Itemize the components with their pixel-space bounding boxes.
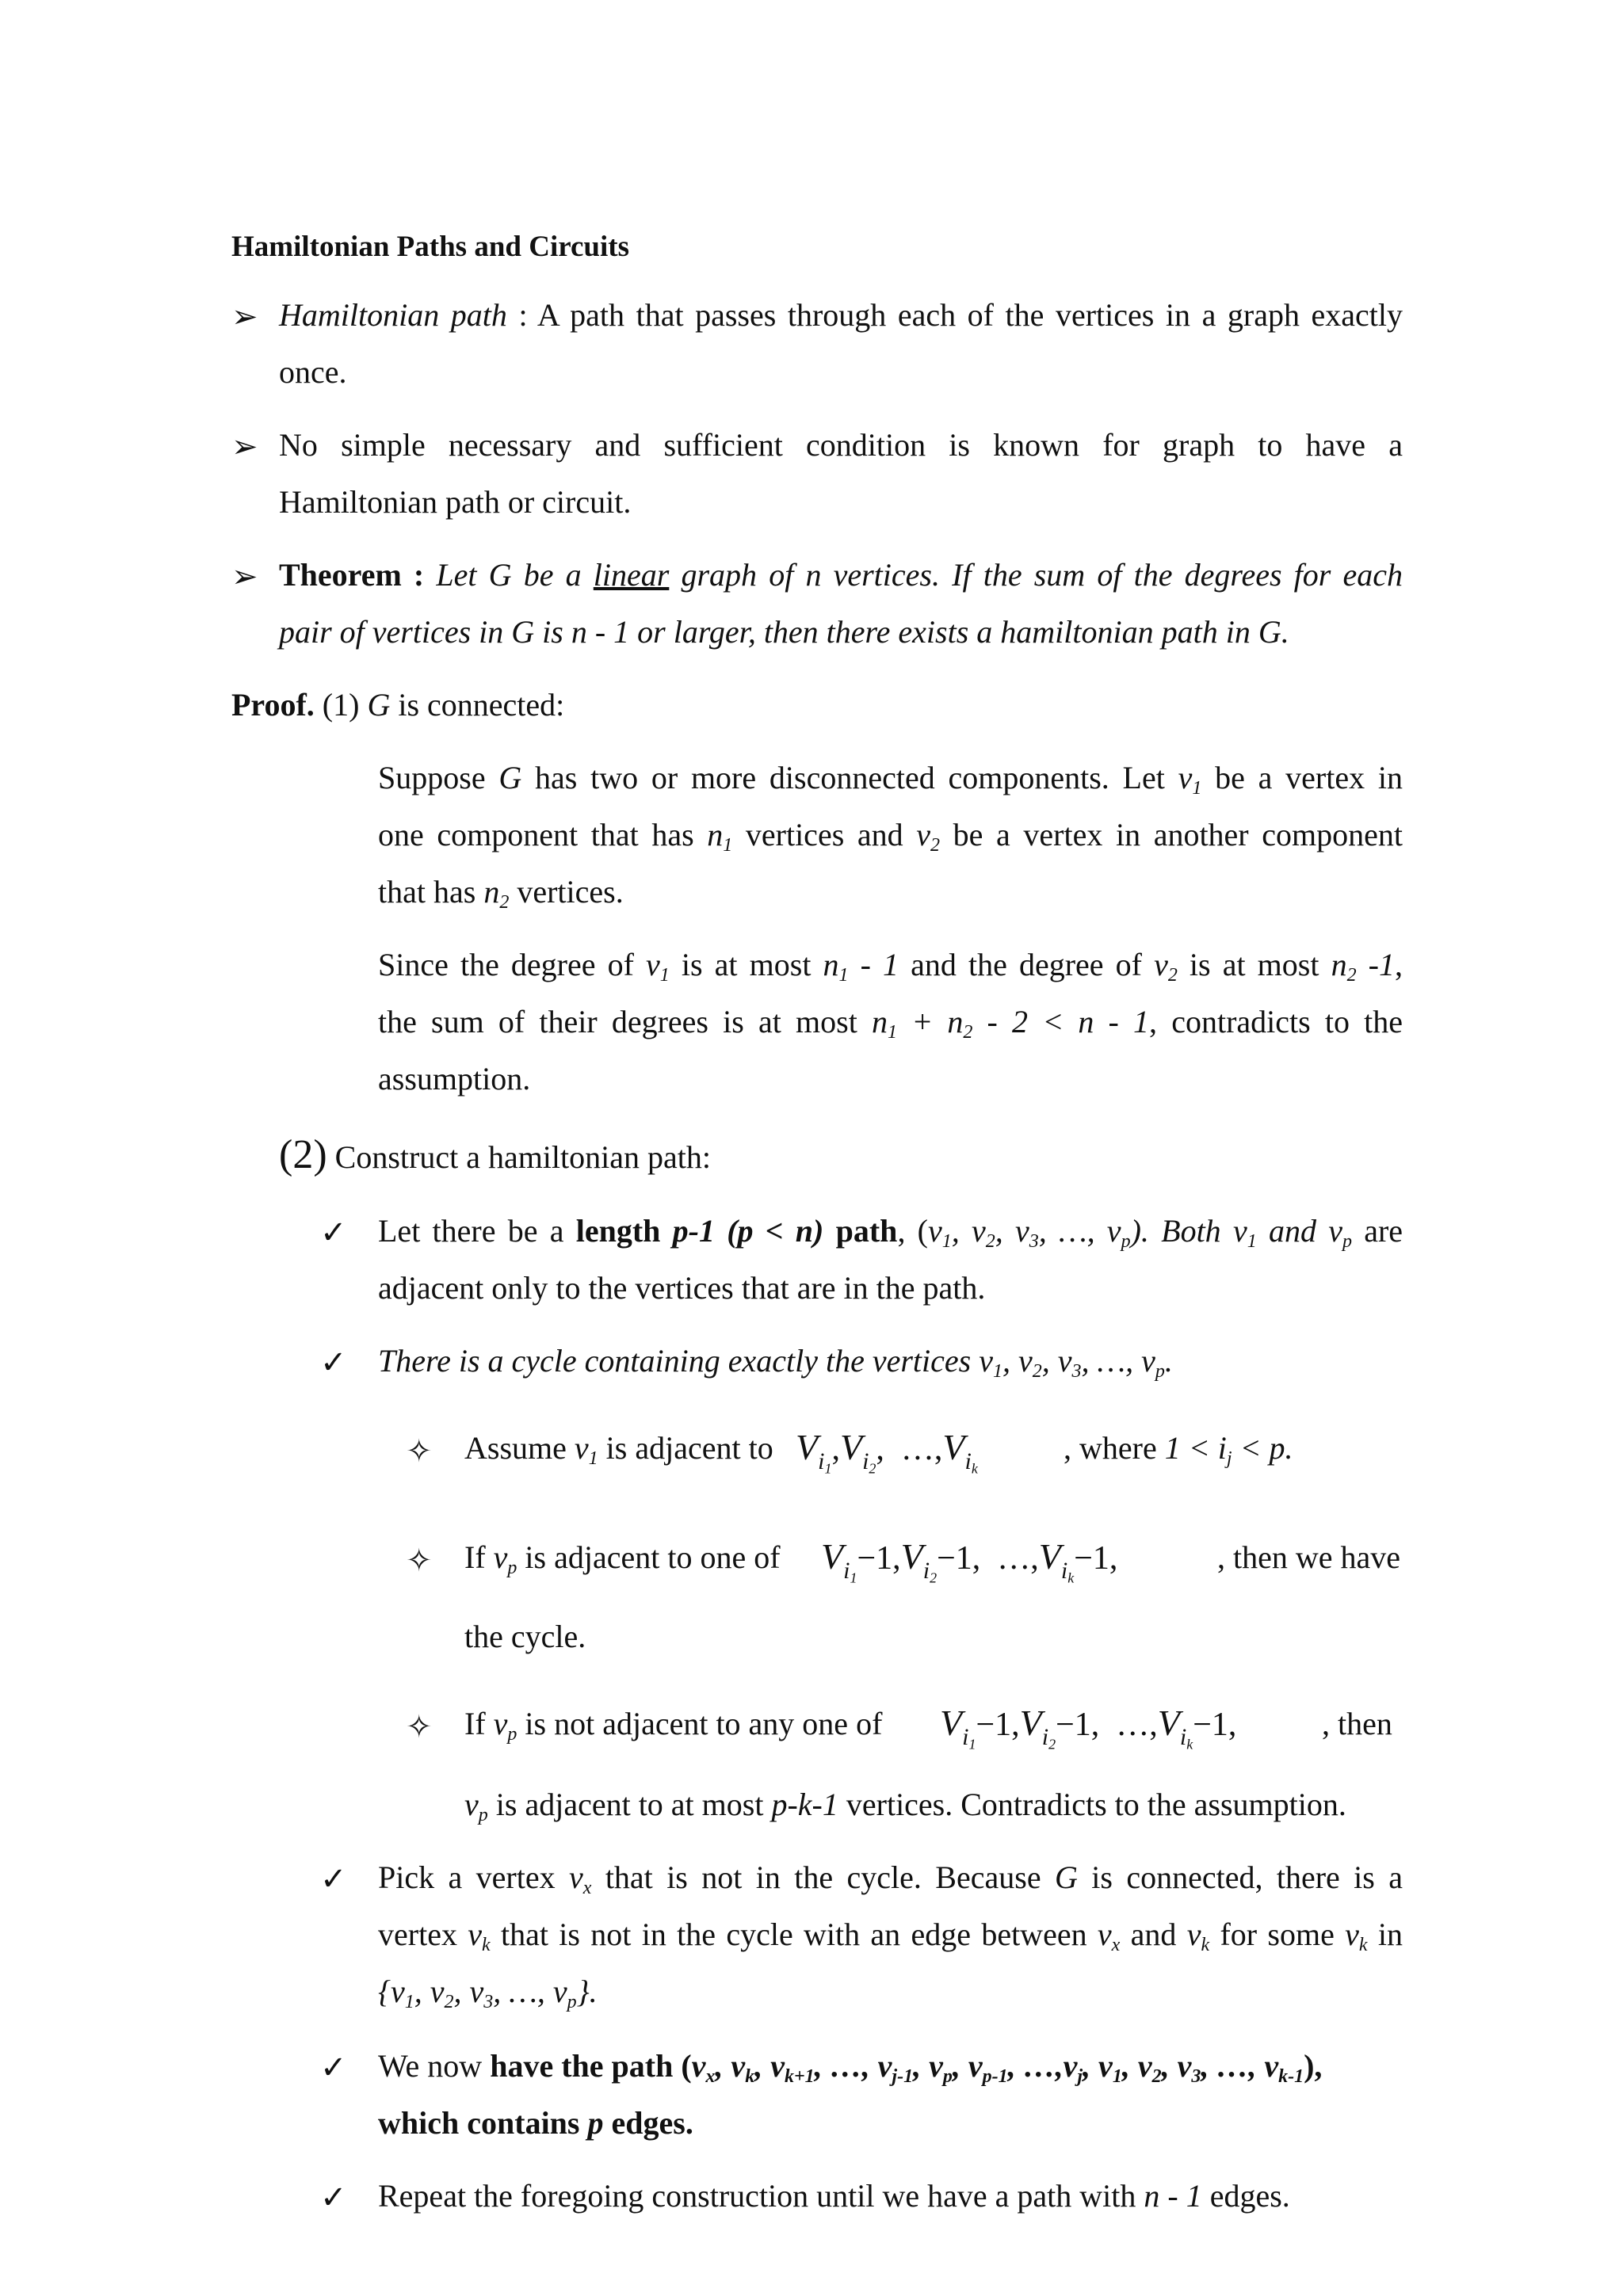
- check-icon: ✓: [320, 2180, 347, 2215]
- bullet-hamiltonian-path-line2: once.: [279, 354, 347, 390]
- check3-line2: vertex $v_k$ that is not in the cycle with an edge between $v_x$ and $v_k$ for some $v_k$ in: [378, 1917, 1403, 1956]
- arrow-bullet-icon: ➢: [231, 559, 258, 594]
- para1-line2: one component that has $n_1$ vertices and $v_2$ be a vertex in another component: [378, 817, 1403, 856]
- arrow-bullet-icon: ➢: [231, 429, 258, 464]
- check1-line1: Let there be a length p-1 (p < n) path, ($v_1$, $v_2$, $v_3$, …, $v_p$). Both $v_1$ and $v_p$ are: [378, 1213, 1403, 1253]
- diamond2-line1: If $v_p$ is adjacent to one of: [464, 1539, 781, 1579]
- diamond3-line2: $v_p$ is adjacent to at most p-k-1 vertices. Contradicts to the assumption.: [464, 1787, 1346, 1826]
- diamond2-line2: the cycle.: [464, 1619, 586, 1654]
- predecessor-set-expression: $V_{i_1}-1,V_{i_2}-1$, $\dots,V_{i_k}-1$,: [821, 1536, 1118, 1586]
- bullet-hamiltonian-path: Hamiltonian path : A path that passes through each of the vertices in a graph exactly: [279, 297, 1403, 333]
- diamond-bullet-icon: ✧: [406, 1709, 433, 1745]
- para2-line3: assumption.: [378, 1061, 531, 1097]
- adjacency-set-expression: $V_{i_1},V_{i_2}$, $\dots,V_{i_k}$: [796, 1427, 978, 1477]
- check1-line2: adjacent only to the vertices that are in the path.: [378, 1270, 986, 1306]
- theorem-line2: pair of vertices in G is n - 1 or larger, then there exists a hamiltonian path in G.: [279, 614, 1289, 650]
- check3-line3: {$v_1$, $v_2$, $v_3$, …, $v_p$}.: [378, 1974, 598, 2013]
- para1-line3: that has $n_2$ vertices.: [378, 874, 624, 913]
- diamond3-line1: If $v_p$ is not adjacent to any one of: [464, 1706, 883, 1745]
- diamond1-line: Assume $v_1$ is adjacent to: [464, 1430, 773, 1470]
- page-title: Hamiltonian Paths and Circuits: [231, 231, 629, 263]
- check-icon: ✓: [320, 1215, 347, 1250]
- predecessor-set-expression: $V_{i_1}-1,V_{i_2}-1$, $\dots,V_{i_k}-1$,: [940, 1703, 1237, 1753]
- diamond3-then: , then: [1322, 1706, 1392, 1741]
- proof-heading: Proof. (1) G is connected:: [231, 687, 565, 723]
- diamond1-condition: , where $1 < i_j < p$.: [1064, 1430, 1293, 1470]
- theorem-line1: Theorem : Let G be a linear graph of n vertices. If the sum of the degrees for each: [279, 557, 1403, 593]
- diamond-bullet-icon: ✧: [406, 1433, 433, 1469]
- bullet-no-condition-line2: Hamiltonian path or circuit.: [279, 484, 632, 520]
- check-icon: ✓: [320, 2050, 347, 2085]
- check5-line: Repeat the foregoing construction until we have a path with n - 1 edges.: [378, 2178, 1290, 2214]
- step2-heading: (2) Construct a hamiltonian path:: [279, 1132, 711, 1177]
- check2-line: There is a cycle containing exactly the vertices $v_1$, $v_2$, $v_3$, …, $v_p$.: [378, 1343, 1173, 1383]
- bullet-no-condition: No simple necessary and sufficient condition is known for graph to have a: [279, 427, 1403, 463]
- check-icon: ✓: [320, 1344, 347, 1380]
- para2-line2: the sum of their degrees is at most $n_1 + n_2 - 2 < n - 1$, contradicts to the: [378, 1004, 1403, 1043]
- check-icon: ✓: [320, 1861, 347, 1897]
- diamond-bullet-icon: ✧: [406, 1543, 433, 1578]
- check3-line1: Pick a vertex $v_x$ that is not in the cycle. Because G is connected, there is a: [378, 1859, 1403, 1899]
- arrow-bullet-icon: ➢: [231, 299, 258, 334]
- para2-line1: Since the degree of $v_1$ is at most $n_1 - 1$ and the degree of $v_2$ is at most $n_2$ -1,: [378, 947, 1403, 986]
- check4-line2: which contains p edges.: [378, 2105, 693, 2141]
- term: Hamiltonian path: [279, 297, 507, 333]
- check4-line1: We now have the path ($v_x$, $v_k$, $v_{k+1}$, …, $v_{j-1}$, $v_p$, $v_{p-1}$, $\dots,v_j$, $v_1$, $v_2$, $v_3$, …, $v_{k-1}$),: [378, 2048, 1323, 2088]
- para1-line1: Suppose G has two or more disconnected components. Let $v_1$ be a vertex in: [378, 760, 1403, 799]
- diamond2-then: , then we have: [1217, 1539, 1401, 1575]
